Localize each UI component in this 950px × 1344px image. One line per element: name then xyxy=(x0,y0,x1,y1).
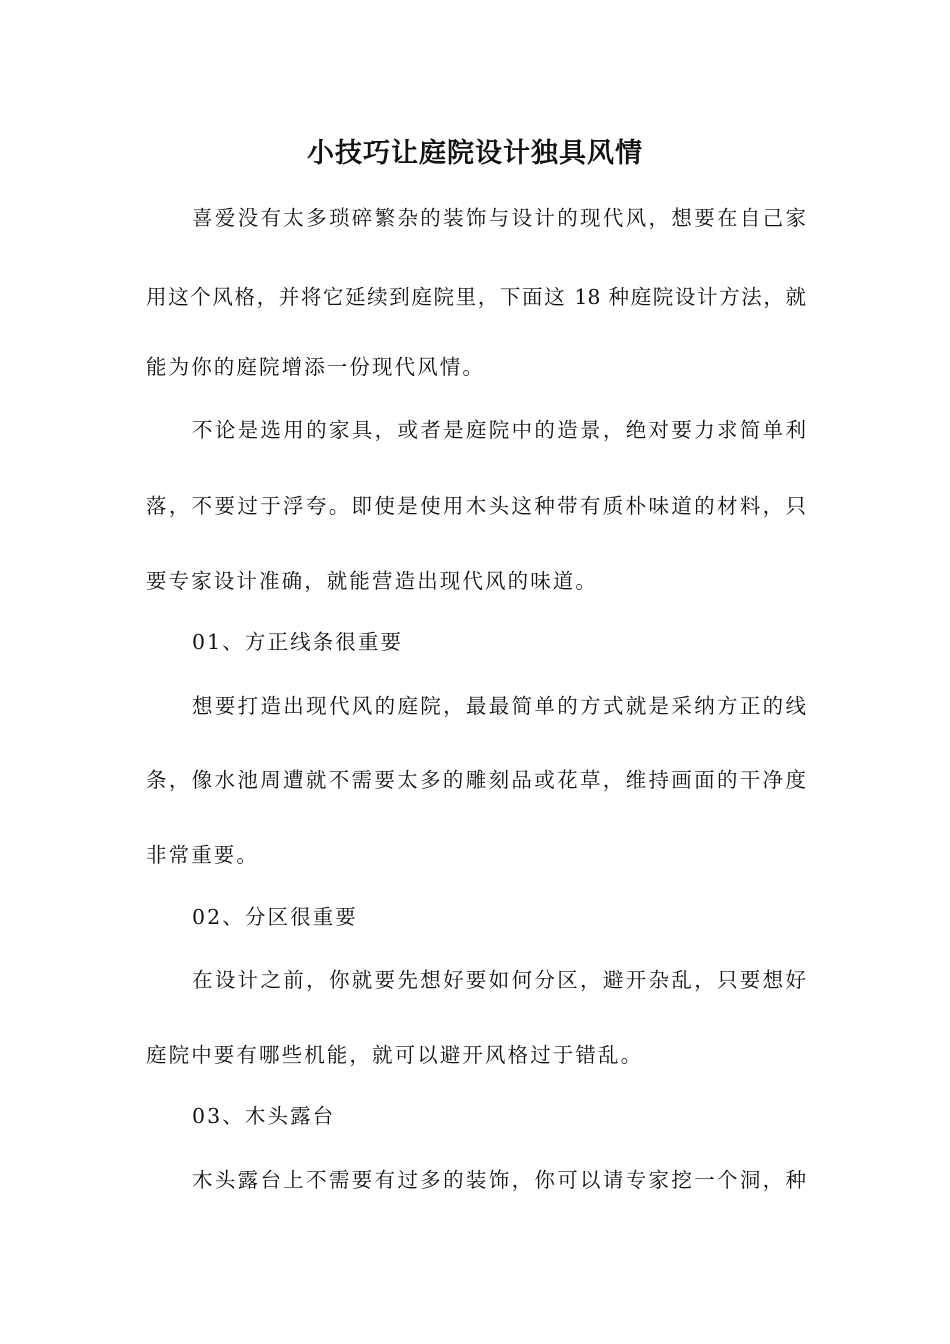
paragraph-2-line-3: 要专家设计准确，就能营造出现代风的味道。 xyxy=(146,569,598,593)
paragraph-4-line-2: 庭院中要有哪些机能，就可以避开风格过于错乱。 xyxy=(146,1043,644,1067)
document-title: 小技巧让庭院设计独具风情 xyxy=(307,138,643,169)
paragraph-2-line-2: 落，不要过于浮夸。即使是使用木头这种带有质朴味道的材料，只 xyxy=(146,494,806,518)
section-heading-01: 01、方正线条很重要 xyxy=(192,630,404,654)
paragraph-2-line-1: 不论是选用的家具，或者是庭院中的造景，绝对要力求简单利 xyxy=(192,418,806,442)
paragraph-3-line-3: 非常重要。 xyxy=(146,843,259,867)
paragraph-1-line-1: 喜爱没有太多琐碎繁杂的装饰与设计的现代风，想要在自己家 xyxy=(192,206,806,230)
paragraph-3-line-2: 条，像水池周遭就不需要太多的雕刻品或花草，维持画面的干净度 xyxy=(146,768,806,792)
paragraph-3-line-1: 想要打造出现代风的庭院，最最简单的方式就是采纳方正的线 xyxy=(192,694,806,718)
paragraph-4-line-1: 在设计之前，你就要先想好要如何分区，避开杂乱，只要想好 xyxy=(192,968,806,992)
paragraph-1-line-2: 用这个风格，并将它延续到庭院里，下面这 18 种庭院设计方法，就 xyxy=(146,285,806,309)
section-heading-02: 02、分区很重要 xyxy=(192,905,358,929)
paragraph-1-line-3: 能为你的庭院增添一份现代风情。 xyxy=(146,355,485,379)
paragraph-5-line-1: 木头露台上不需要有过多的装饰，你可以请专家挖一个洞，种 xyxy=(192,1168,806,1192)
section-heading-03: 03、木头露台 xyxy=(192,1104,336,1128)
